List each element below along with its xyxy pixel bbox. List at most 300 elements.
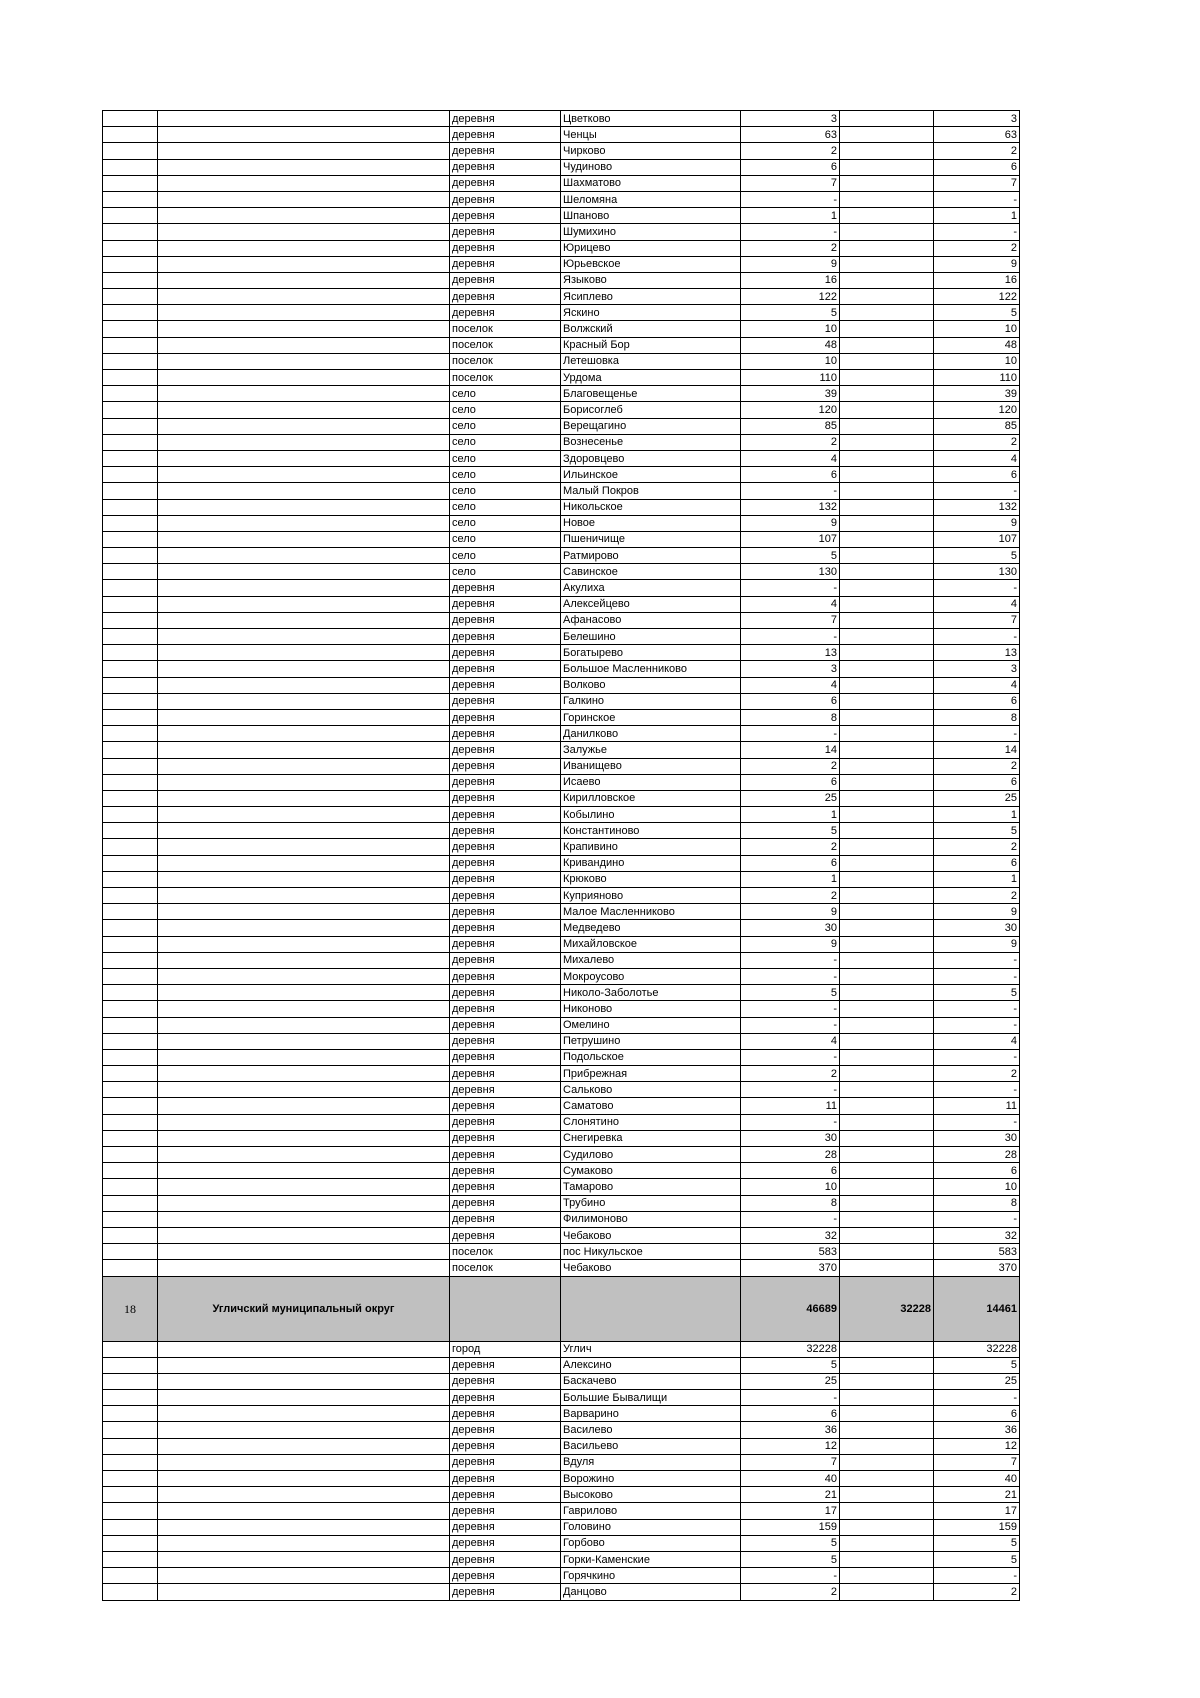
index-cell [103,580,158,596]
table-row [103,758,1020,774]
settlement-name-cell: Сальково [561,1082,741,1098]
index-cell [103,1551,158,1567]
total-population-cell: - [741,952,840,968]
district-cell [158,1454,450,1470]
district-cell [158,1584,450,1600]
district-cell [158,1551,450,1567]
urban-population-cell [840,726,934,742]
total-population-cell: - [741,968,840,984]
urban-population-cell [840,418,934,434]
total-population-cell: 1 [741,807,840,823]
table-row [103,256,1020,272]
district-cell [158,1487,450,1503]
district-cell [158,629,450,645]
district-cell [158,1422,450,1438]
table-row [103,1487,1020,1503]
rural-population-cell: - [934,1017,1020,1033]
urban-population-cell [840,629,934,645]
rural-population-cell: - [934,1568,1020,1584]
settlement-type-cell: деревня [450,871,561,887]
total-population-cell: - [741,1001,840,1017]
district-cell [158,661,450,677]
index-cell [103,952,158,968]
settlement-name-cell: Высоково [561,1487,741,1503]
total-population-cell: 583 [741,1244,840,1260]
settlement-type-cell: деревня [450,1438,561,1454]
settlement-type-cell: деревня [450,1487,561,1503]
rural-population-cell: 110 [934,370,1020,386]
urban-population-cell [840,1551,934,1567]
district-cell [158,888,450,904]
total-population-cell: 3 [741,111,840,127]
total-population-cell: 107 [741,531,840,547]
index-cell [103,1017,158,1033]
table-row [103,677,1020,693]
index-cell [103,370,158,386]
table-row [103,1211,1020,1227]
rural-population-cell: 2 [934,758,1020,774]
table-row [103,629,1020,645]
settlement-type-cell: деревня [450,952,561,968]
urban-population-cell [840,1130,934,1146]
total-population-cell: - [741,1082,840,1098]
index-cell [103,256,158,272]
table-row [103,871,1020,887]
district-cell [158,434,450,450]
table-row [103,1584,1020,1600]
index-cell [103,1357,158,1373]
rural-population-cell: 5 [934,1357,1020,1373]
urban-population-cell [840,612,934,628]
settlement-type-cell: поселок [450,321,561,337]
rural-population-cell: - [934,1001,1020,1017]
total-population-cell: 25 [741,1373,840,1389]
total-population-cell: 5 [741,823,840,839]
table-row [103,1373,1020,1389]
urban-population-cell [840,321,934,337]
index-cell [103,483,158,499]
district-cell [158,1244,450,1260]
index-cell [103,1373,158,1389]
district-cell [158,353,450,369]
district-cell [158,208,450,224]
total-population-cell: 7 [741,1454,840,1470]
table-row [103,208,1020,224]
rural-population-cell: 17 [934,1503,1020,1519]
table-row [103,774,1020,790]
total-population-cell: - [741,1017,840,1033]
table-row [103,159,1020,175]
settlement-name-cell: Галкино [561,693,741,709]
urban-population-cell [840,936,934,952]
settlement-type-cell: село [450,564,561,580]
rural-population-cell: 14 [934,742,1020,758]
settlement-name-cell: Шеломяна [561,191,741,207]
urban-population-cell [840,839,934,855]
table-row [103,272,1020,288]
settlement-name-cell: Данилково [561,726,741,742]
settlement-name-cell: Яскино [561,305,741,321]
district-cell [158,1211,450,1227]
table-row [103,693,1020,709]
total-population-cell: 2 [741,434,840,450]
settlement-name-cell: Трубино [561,1195,741,1211]
district-cell [158,596,450,612]
district-cell [158,952,450,968]
settlement-name-cell: Михайловское [561,936,741,952]
district-cell [158,127,450,143]
settlement-type-cell: деревня [450,1049,561,1065]
settlement-name-cell: Ратмирово [561,548,741,564]
settlement-type-cell: деревня [450,1471,561,1487]
urban-population-cell [840,1033,934,1049]
rural-population-cell: 120 [934,402,1020,418]
total-population-cell: 1 [741,871,840,887]
urban-population-cell [840,1373,934,1389]
rural-population-cell: - [934,483,1020,499]
index-cell [103,871,158,887]
settlement-name-cell: Богатырево [561,645,741,661]
table-row [103,1390,1020,1406]
urban-population-cell [840,1390,934,1406]
total-population-cell: 4 [741,677,840,693]
settlement-name-cell: Малое Масленниково [561,904,741,920]
total-population-cell: 6 [741,1406,840,1422]
settlement-type-cell: поселок [450,1260,561,1276]
rural-population-cell: 25 [934,1373,1020,1389]
table-row [103,1179,1020,1195]
table-row [103,968,1020,984]
index-cell [103,1535,158,1551]
district-summary-row [103,1276,1020,1341]
settlement-type-cell: деревня [450,224,561,240]
settlement-type-cell: деревня [450,175,561,191]
table-row [103,499,1020,515]
settlement-name-cell: Акулиха [561,580,741,596]
total-population-cell: 48 [741,337,840,353]
district-cell [158,1373,450,1389]
settlement-name-cell: Ченцы [561,127,741,143]
settlement-name-cell: Вознесенье [561,434,741,450]
urban-population-cell [840,208,934,224]
rural-population-cell: 132 [934,499,1020,515]
urban-population-cell [840,920,934,936]
rural-population-cell: 9 [934,256,1020,272]
settlement-type-cell: деревня [450,790,561,806]
settlement-name-cell: Головино [561,1519,741,1535]
settlement-name-cell: Савинское [561,564,741,580]
urban-population-cell [840,483,934,499]
district-name-cell: Угличский муниципальный округ [158,1276,450,1341]
total-population-cell: 32 [741,1227,840,1243]
total-population-cell: 32228 [741,1341,840,1357]
settlement-name-cell: Юрицево [561,240,741,256]
index-cell [103,548,158,564]
district-cell [158,1130,450,1146]
index-cell [103,742,158,758]
urban-population-cell [840,1082,934,1098]
rural-population-cell: 6 [934,693,1020,709]
total-population-cell: 39 [741,386,840,402]
district-cell [158,1519,450,1535]
urban-population-cell [840,305,934,321]
district-cell [158,774,450,790]
table-row [103,370,1020,386]
urban-population-cell [840,1066,934,1082]
rural-population-cell: 25 [934,790,1020,806]
index-cell [103,499,158,515]
settlement-name-cell: Чебаково [561,1227,741,1243]
index-cell [103,1001,158,1017]
district-cell [158,191,450,207]
urban-population-cell [840,1584,934,1600]
district-cell [158,709,450,725]
settlement-type-cell: деревня [450,920,561,936]
settlement-name-cell: Прибрежная [561,1066,741,1082]
urban-population-cell [840,677,934,693]
index-cell [103,1584,158,1600]
index-cell [103,289,158,305]
rural-population-cell: 2 [934,434,1020,450]
index-cell [103,1471,158,1487]
index-cell [103,1179,158,1195]
rural-population-cell: 583 [934,1244,1020,1260]
settlement-name-cell: Иванищево [561,758,741,774]
table-row [103,1033,1020,1049]
table-row [103,289,1020,305]
settlement-name-cell: Кривандино [561,855,741,871]
settlement-name-cell: Пшеничище [561,531,741,547]
district-cell [158,467,450,483]
rural-population-cell: 6 [934,855,1020,871]
settlement-name-cell: Летешовка [561,353,741,369]
settlement-type-cell: деревня [450,1082,561,1098]
index-cell [103,612,158,628]
settlement-type-cell: деревня [450,1390,561,1406]
settlement-name-cell: Вдуля [561,1454,741,1470]
urban-population-cell [840,1098,934,1114]
urban-population-cell [840,774,934,790]
table-row [103,855,1020,871]
settlement-type-cell: деревня [450,580,561,596]
index-cell [103,1098,158,1114]
district-cell [158,564,450,580]
urban-population-cell [840,143,934,159]
settlement-name-cell: Никольское [561,499,741,515]
index-cell [103,855,158,871]
table-row [103,224,1020,240]
index-cell [103,1422,158,1438]
urban-population-cell [840,240,934,256]
settlement-name-cell: Чебаково [561,1260,741,1276]
urban-population-cell [840,467,934,483]
settlement-type-cell: деревня [450,726,561,742]
urban-population-cell [840,1535,934,1551]
urban-population-cell [840,1001,934,1017]
settlement-type-cell: деревня [450,1568,561,1584]
index-cell [103,1519,158,1535]
urban-population-cell [840,985,934,1001]
settlement-type-cell: деревня [450,1519,561,1535]
table-row [103,1195,1020,1211]
table-row [103,612,1020,628]
total-population-cell: 3 [741,661,840,677]
table-row [103,1341,1020,1357]
district-cell [158,1568,450,1584]
total-population-cell: 30 [741,1130,840,1146]
total-population-cell: 9 [741,515,840,531]
table-row [103,418,1020,434]
rural-population-cell: 4 [934,596,1020,612]
district-cell [158,1471,450,1487]
total-population-cell: 5 [741,985,840,1001]
settlement-name-cell: Ворожино [561,1471,741,1487]
total-population-cell: 40 [741,1471,840,1487]
index-cell [103,1049,158,1065]
settlement-name-cell: Баскачево [561,1373,741,1389]
settlement-type-cell: село [450,467,561,483]
settlement-name-cell: Омелино [561,1017,741,1033]
settlement-type-cell: деревня [450,904,561,920]
rural-population-cell: 2 [934,143,1020,159]
rural-population-cell: 9 [934,936,1020,952]
index-cell [103,726,158,742]
table-row [103,790,1020,806]
settlement-type-cell: деревня [450,1406,561,1422]
settlement-name-cell: Слонятино [561,1114,741,1130]
rural-population-cell: - [934,1114,1020,1130]
total-population-cell: 10 [741,353,840,369]
table-row [103,580,1020,596]
index-cell [103,337,158,353]
district-cell [158,1260,450,1276]
settlement-name-cell: Углич [561,1341,741,1357]
total-population-cell: 4 [741,1033,840,1049]
rural-population-cell: 2 [934,1066,1020,1082]
settlement-type-cell: деревня [450,1130,561,1146]
table-row [103,985,1020,1001]
table-row [103,1244,1020,1260]
settlement-type-cell: деревня [450,143,561,159]
urban-population-cell [840,1244,934,1260]
district-cell [158,386,450,402]
rural-population-cell: 9 [934,904,1020,920]
table-row [103,1082,1020,1098]
urban-population-cell [840,693,934,709]
settlement-name-cell: Константиново [561,823,741,839]
settlement-name-cell: Цветково [561,111,741,127]
settlement-name-cell: Кирилловское [561,790,741,806]
rural-population-cell: 10 [934,321,1020,337]
table-row [103,1114,1020,1130]
table-row [103,1422,1020,1438]
rural-population-cell: 2 [934,839,1020,855]
table-row [103,952,1020,968]
total-population-cell: 2 [741,1066,840,1082]
settlement-name-cell: Саматово [561,1098,741,1114]
total-population-cell: 6 [741,855,840,871]
total-population-cell: 2 [741,1584,840,1600]
total-population-cell: - [741,726,840,742]
settlement-type-cell: деревня [450,888,561,904]
settlement-type-cell: деревня [450,807,561,823]
settlement-type-cell: село [450,548,561,564]
index-cell [103,1341,158,1357]
district-cell [158,483,450,499]
district-cell [158,1001,450,1017]
rural-population-cell: 5 [934,1551,1020,1567]
rural-population-cell: - [934,224,1020,240]
urban-population-cell [840,1471,934,1487]
settlement-type-cell: деревня [450,159,561,175]
rural-population-cell: 5 [934,305,1020,321]
index-cell [103,515,158,531]
urban-population-cell [840,742,934,758]
index-cell [103,920,158,936]
settlement-type-cell: поселок [450,353,561,369]
district-cell [158,531,450,547]
district-cell [158,321,450,337]
urban-population-cell [840,1163,934,1179]
district-cell [158,871,450,887]
index-cell [103,143,158,159]
total-population-cell: - [741,1114,840,1130]
rural-population-cell: 10 [934,1179,1020,1195]
total-population-cell: 110 [741,370,840,386]
total-population-cell: 2 [741,839,840,855]
table-row [103,596,1020,612]
urban-population-cell [840,337,934,353]
district-cell [158,1195,450,1211]
table-body-before [103,111,1020,1277]
total-population-cell: 4 [741,596,840,612]
settlement-type-cell: деревня [450,1503,561,1519]
index-cell [103,402,158,418]
rural-population-cell: 2 [934,240,1020,256]
rural-population-cell: 107 [934,531,1020,547]
settlement-name-cell: Васильево [561,1438,741,1454]
table-row [103,1001,1020,1017]
district-cell [158,1017,450,1033]
settlement-name-cell: Белешино [561,629,741,645]
district-cell [158,936,450,952]
total-population-cell: 132 [741,499,840,515]
total-population-cell: 5 [741,1357,840,1373]
district-cell [158,370,450,386]
settlement-name-cell: Благовещенье [561,386,741,402]
urban-population-cell [840,1211,934,1227]
rural-population-cell: 6 [934,1163,1020,1179]
index-cell [103,1195,158,1211]
rural-population-cell: 5 [934,823,1020,839]
settlement-name-cell: Варварино [561,1406,741,1422]
total-population-cell: 8 [741,1195,840,1211]
settlement-name-cell: Языково [561,272,741,288]
rural-population-cell: 4 [934,1033,1020,1049]
settlement-name-cell: Шпаново [561,208,741,224]
urban-population-cell [840,564,934,580]
rural-population-cell: 122 [934,289,1020,305]
settlement-name-cell: Данцово [561,1584,741,1600]
urban-population-cell [840,1568,934,1584]
table-row [103,920,1020,936]
settlement-type-cell: деревня [450,272,561,288]
settlement-type-cell: поселок [450,1244,561,1260]
index-cell [103,224,158,240]
table-row [103,1535,1020,1551]
total-population-cell: 370 [741,1260,840,1276]
district-cell [158,985,450,1001]
